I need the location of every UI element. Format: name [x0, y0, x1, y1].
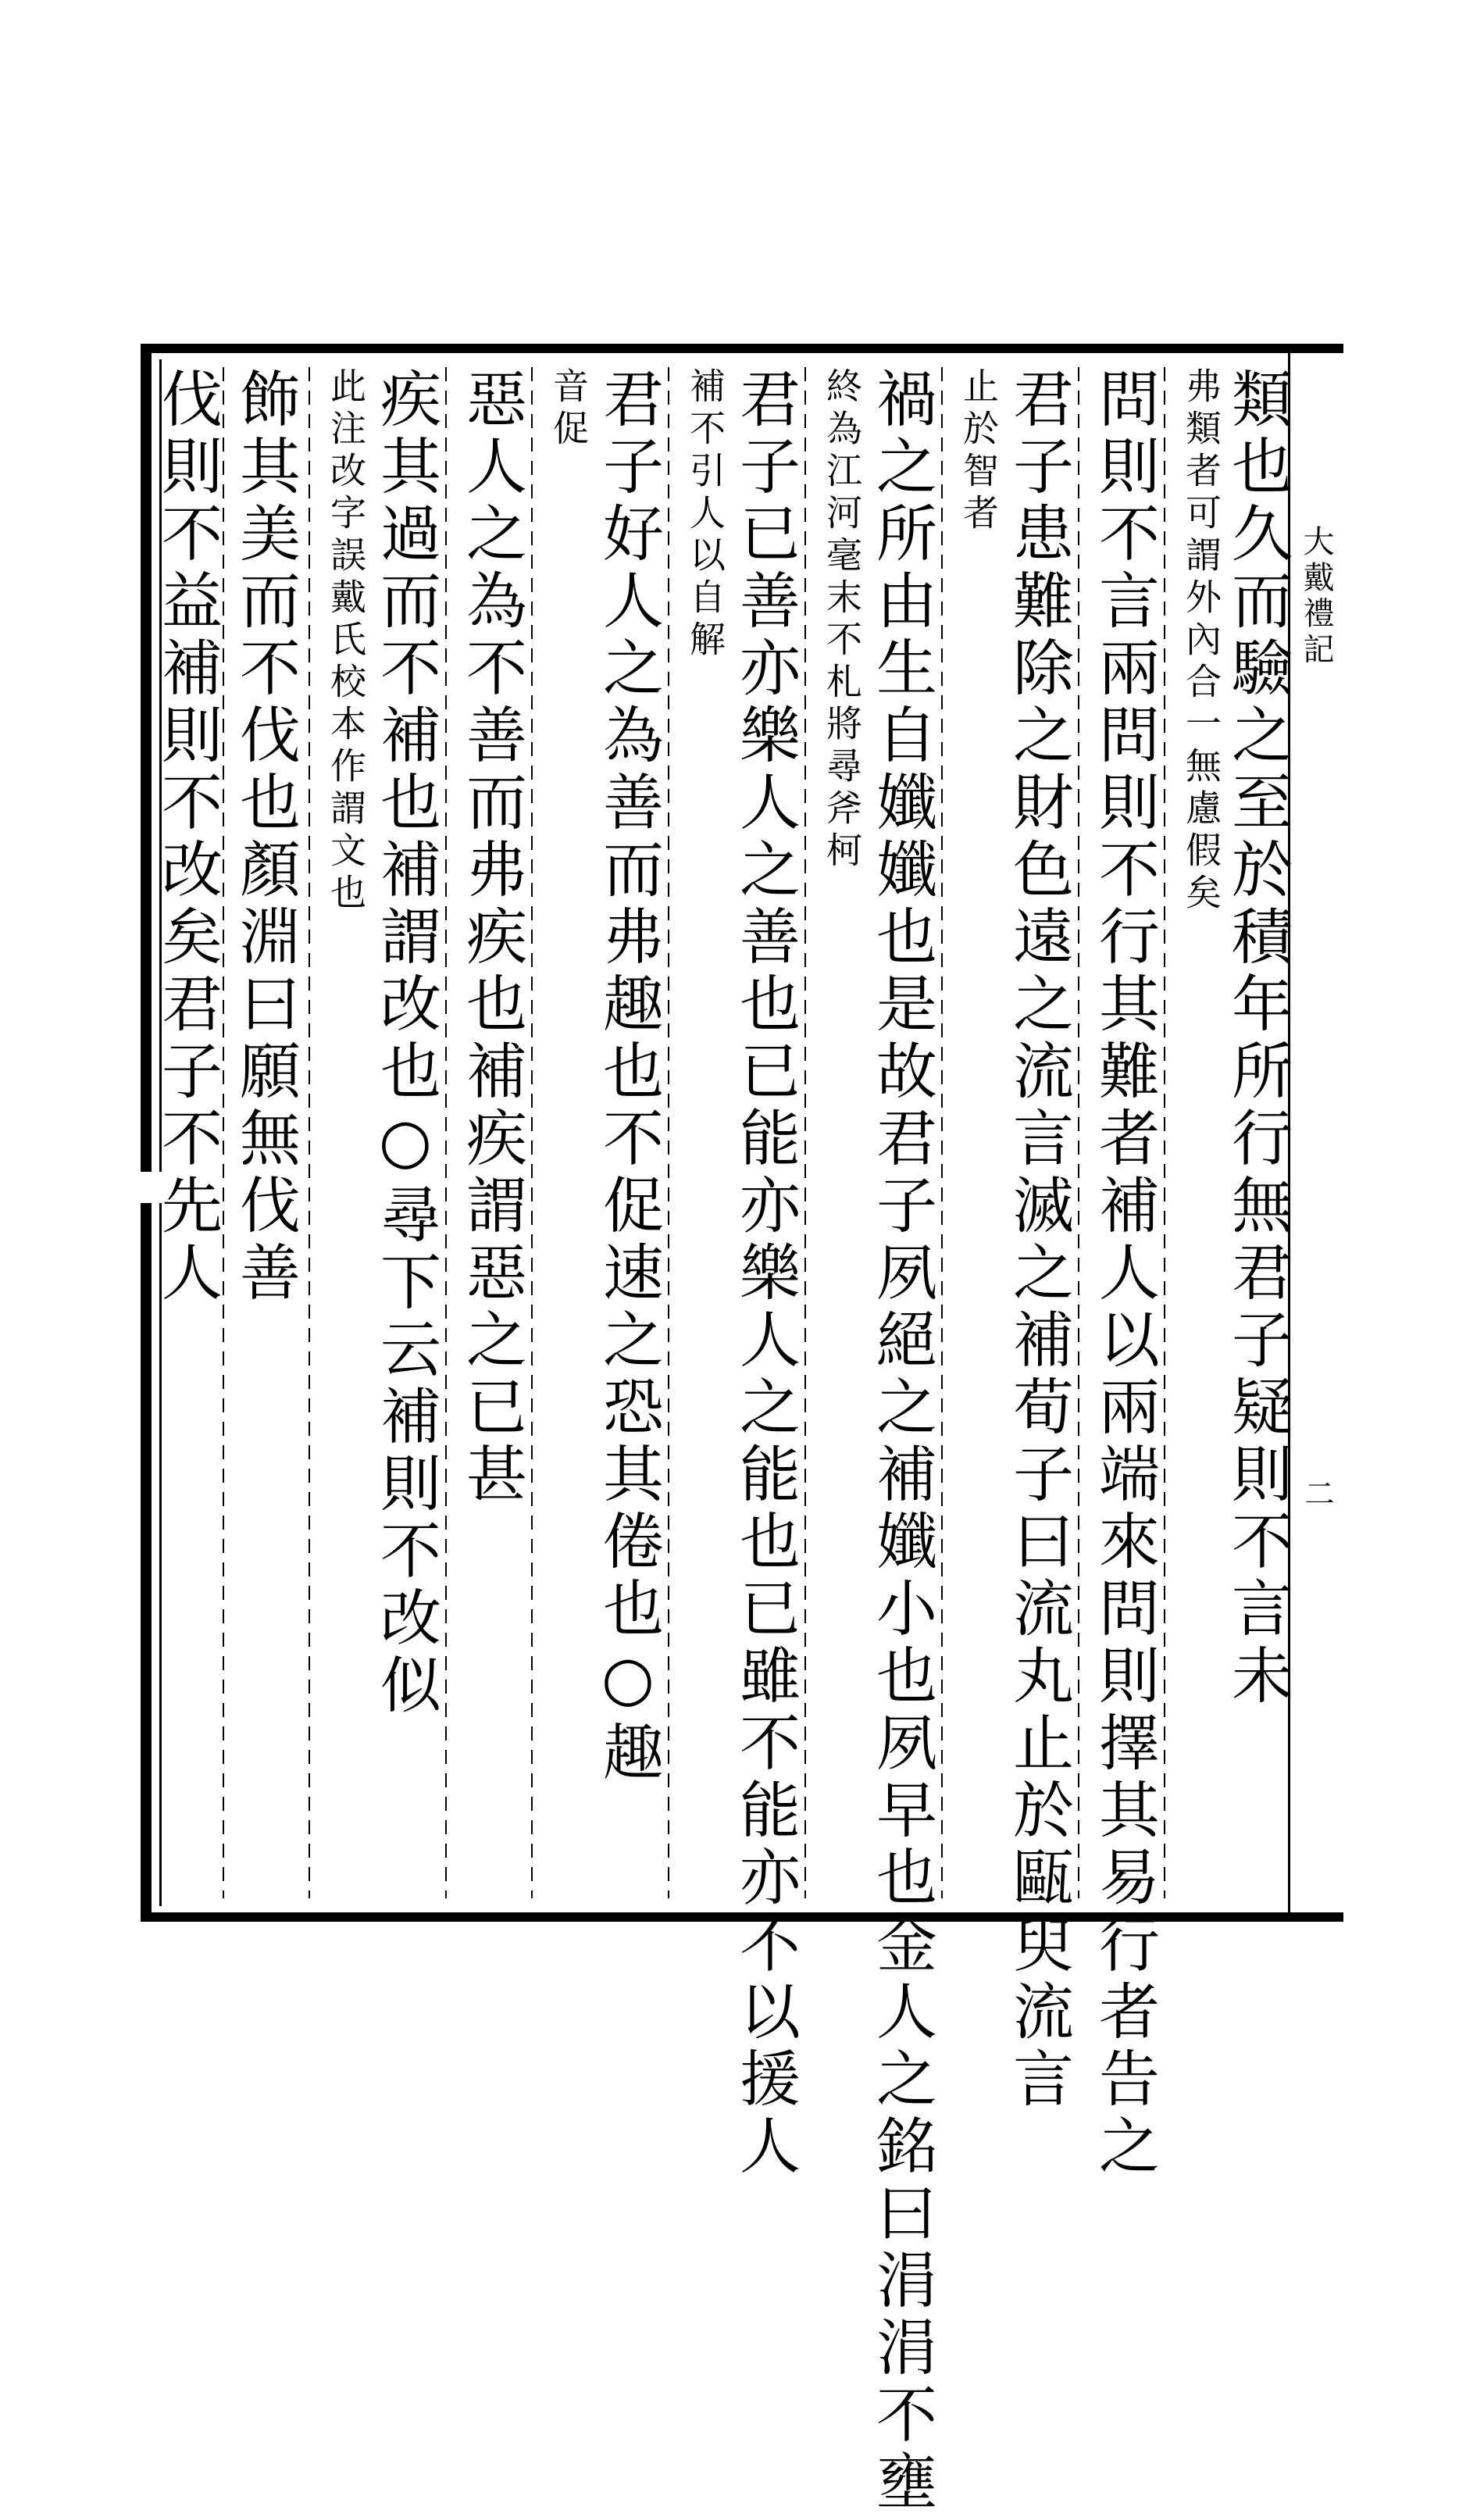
- column-separator: [1078, 367, 1079, 1898]
- annotation-column: 補不引人以自解: [684, 367, 726, 662]
- column-separator: [1164, 367, 1165, 1898]
- text-column: 君子好人之為善而弗趣也不促速之恐其倦也○趣: [593, 367, 663, 1787]
- column-separator: [668, 367, 669, 1898]
- text-column: 禍之所由生自孅孅也是故君子夙絕之補孅小也夙早也金人之銘曰涓涓不壅: [866, 367, 936, 2517]
- annotation-column: 止於智者: [958, 367, 1000, 536]
- text-column: 問則不言兩問則不行其難者補人以兩端來問則擇其易行者告之: [1089, 367, 1159, 2181]
- column-separator: [531, 367, 533, 1898]
- annotation-column: 終為江河毫末不札將尋斧柯: [821, 367, 863, 873]
- right-margin-strip: [1288, 353, 1345, 1912]
- annotation-column: 弗類者可謂外內合一無慮假矣: [1180, 367, 1222, 916]
- text-column: 飾其美而不伐也顏淵曰願無伐善: [230, 367, 300, 1308]
- annotation-column: 音促: [548, 367, 590, 452]
- annotation-column: 此注改字誤戴氏校本作謂文也: [325, 367, 367, 916]
- text-column: 類也久而驗之至於積年所行無君子疑則不言未: [1222, 367, 1292, 1711]
- text-column: 伐則不益補則不改矣君子不先人: [152, 367, 222, 1308]
- text-column: 疾其過而不補也補謂改也○尋下云補則不改似: [370, 367, 441, 1720]
- text-column: 君子已善亦樂人之善也已能亦樂人之能也已雖不能亦不以援人: [730, 367, 800, 2181]
- margin-title: 大戴禮記: [1298, 525, 1334, 669]
- column-separator: [309, 367, 310, 1898]
- page-number: 二: [1300, 1478, 1334, 1508]
- text-column: 惡人之為不善而弗疾也補疾謂惡之已甚: [456, 367, 526, 1509]
- column-separator: [941, 367, 943, 1898]
- text-column: 君子患難除之財色遠之流言滅之補荀子曰流丸止於甌臾流言: [1003, 367, 1073, 2114]
- column-separator: [223, 367, 224, 1898]
- column-separator: [804, 367, 806, 1898]
- column-separator: [445, 367, 447, 1898]
